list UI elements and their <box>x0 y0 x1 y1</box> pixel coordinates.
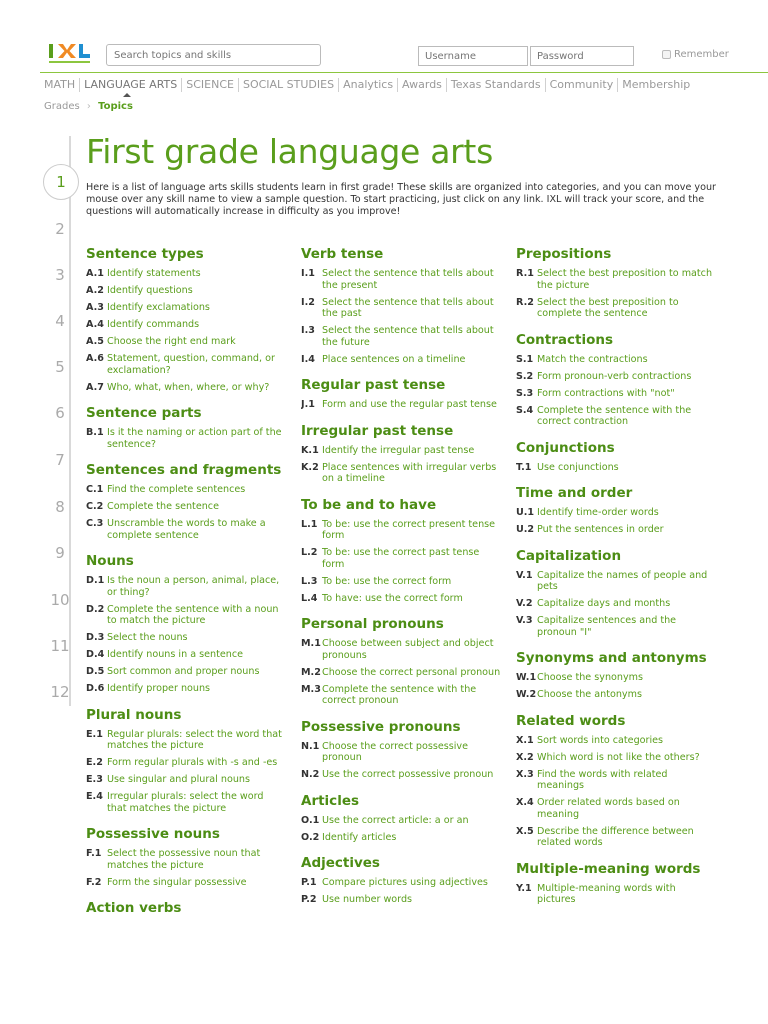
grade-7[interactable]: 7 <box>55 451 65 469</box>
skill-code: E.4 <box>86 791 103 802</box>
skill-code: S.3 <box>516 387 534 399</box>
skill-link[interactable]: Identify nouns in a sentence <box>107 649 244 660</box>
skill-code: X.3 <box>516 768 534 780</box>
skill-link[interactable]: Is the noun a person, animal, place, or thing? <box>107 575 280 598</box>
skill-item <box>516 826 716 849</box>
skill-code: C.1 <box>86 484 104 495</box>
category-title: Possessive pronouns <box>301 718 461 735</box>
skill-code: S.1 <box>516 353 534 365</box>
skill-code: E.2 <box>86 757 103 768</box>
page-title: First grade language arts <box>86 132 493 171</box>
skill-item <box>86 427 286 450</box>
skill-link[interactable]: Choose the correct possessive pronoun <box>322 740 469 763</box>
skill-link[interactable]: Compare pictures using adjectives <box>322 877 488 888</box>
skill-category <box>86 405 286 450</box>
skill-code: T.1 <box>516 461 532 473</box>
skill-code: J.1 <box>301 399 315 410</box>
skill-item <box>516 883 716 906</box>
skill-code: E.1 <box>86 728 103 740</box>
skill-code: D.1 <box>86 575 105 586</box>
skill-code: N.2 <box>301 769 320 780</box>
grade-5[interactable]: 5 <box>55 358 65 376</box>
skill-item <box>301 593 501 605</box>
skill-code: S.4 <box>516 404 534 416</box>
skill-link[interactable]: Complete the sentence with the correct contraction <box>537 404 692 427</box>
skill-item <box>301 445 501 457</box>
skill-category <box>301 423 501 485</box>
nav-item-texas-standards[interactable]: Texas Standards <box>447 78 546 92</box>
skill-link[interactable]: Form contractions with "not" <box>537 387 675 399</box>
skill-item <box>516 735 716 747</box>
category-title: Possessive nouns <box>86 826 220 842</box>
category-title: Prepositions <box>516 246 612 262</box>
grade-10[interactable]: 10 <box>50 591 70 609</box>
skill-code: O.1 <box>301 814 320 826</box>
skill-code: K.2 <box>301 461 319 473</box>
active-nav-caret-icon <box>123 93 131 97</box>
skill-link[interactable]: Capitalize days and months <box>537 598 671 609</box>
category-title: Time and order <box>516 485 633 501</box>
skill-link[interactable]: Describe the difference between related words <box>537 825 694 848</box>
skill-code: X.4 <box>516 797 534 808</box>
skill-code: L.3 <box>301 575 318 587</box>
skill-link[interactable]: Complete the sentence <box>107 501 219 512</box>
skill-item <box>86 774 286 786</box>
breadcrumb-separator: › <box>86 101 91 112</box>
skill-item <box>516 769 716 792</box>
category-title: Nouns <box>86 553 134 569</box>
skill-link[interactable]: Select the sentence that tells about the past <box>322 296 494 319</box>
skill-item <box>86 319 286 331</box>
skill-category <box>516 861 716 906</box>
skill-link[interactable]: Identify the irregular past tense <box>322 444 475 456</box>
skill-item <box>516 598 716 610</box>
skill-link[interactable]: Use the correct article: a or an <box>322 814 469 826</box>
category-title: Verb tense <box>301 246 384 262</box>
grade-6[interactable]: 6 <box>55 404 65 422</box>
skill-code: A.5 <box>86 336 104 347</box>
nav-item-social-studies[interactable]: SOCIAL STUDIES <box>239 78 339 92</box>
skill-category <box>301 793 501 844</box>
skill-link[interactable]: Select the best preposition to complete the sentence <box>537 296 679 319</box>
skill-item <box>301 325 501 348</box>
grade-11[interactable]: 11 <box>50 637 70 655</box>
skill-item <box>301 877 501 889</box>
skill-category <box>86 826 286 888</box>
grade-2[interactable]: 2 <box>55 220 65 238</box>
skill-item <box>86 484 286 496</box>
skill-code: W.1 <box>516 672 537 683</box>
skill-code: Y.1 <box>516 882 532 894</box>
nav-item-math[interactable]: MATH <box>44 78 80 92</box>
skill-category <box>86 900 286 916</box>
skill-item <box>86 848 286 871</box>
skill-item <box>86 382 286 394</box>
skill-category <box>516 713 716 849</box>
skill-code: D.3 <box>86 632 105 643</box>
skill-code: X.2 <box>516 751 534 763</box>
skill-code: V.2 <box>516 598 533 609</box>
skill-category <box>516 485 716 536</box>
skill-code: I.1 <box>301 268 315 279</box>
skill-item <box>516 615 716 638</box>
skill-category <box>86 707 286 815</box>
skills-column-3 <box>516 246 716 918</box>
skill-code: K.1 <box>301 444 319 456</box>
skill-code: O.2 <box>301 831 320 843</box>
skill-item <box>301 547 501 570</box>
skill-item <box>301 519 501 542</box>
skill-link[interactable]: Capitalize the names of people and pets <box>537 569 708 592</box>
skill-item <box>516 524 716 536</box>
skill-link[interactable]: To be: use the correct past tense form <box>322 547 480 570</box>
skill-code: L.4 <box>301 592 318 604</box>
skill-item <box>301 894 501 906</box>
category-title: Sentence types <box>86 246 204 262</box>
ixl-logo[interactable] <box>48 43 92 65</box>
skill-link[interactable]: Identify questions <box>107 285 193 296</box>
skill-link[interactable]: Sort words into categories <box>537 734 664 746</box>
skill-item <box>86 604 286 627</box>
skill-link[interactable]: Which word is not like the others? <box>537 751 700 763</box>
skills-column-2 <box>301 246 501 918</box>
skill-link[interactable]: Match the contractions <box>537 353 648 365</box>
skill-item <box>86 575 286 598</box>
skill-item <box>86 302 286 314</box>
skill-link[interactable]: Regular plurals: select the word that matches the picture <box>107 728 282 751</box>
skill-item <box>86 501 286 513</box>
category-title: Articles <box>301 792 360 809</box>
skill-link[interactable]: Put the sentences in order <box>537 524 664 535</box>
skill-category <box>86 246 286 393</box>
grade-8[interactable]: 8 <box>55 498 65 516</box>
skill-link[interactable]: Unscramble the words to make a complete sentence <box>107 518 266 541</box>
skill-code: L.1 <box>301 518 318 530</box>
skill-link[interactable]: Select the sentence that tells about the present <box>322 268 494 291</box>
skill-code: A.6 <box>86 353 104 364</box>
category-title: Action verbs <box>86 900 182 916</box>
skill-link[interactable]: Place sentences with irregular verbs on a timeline <box>322 461 497 484</box>
skill-link[interactable]: Form regular plurals with -s and -es <box>107 757 278 768</box>
category-title: To be and to have <box>301 496 437 513</box>
skill-link[interactable]: Multiple-meaning words with pictures <box>537 882 676 905</box>
skill-category <box>301 377 501 411</box>
skill-code: M.3 <box>301 683 321 695</box>
skill-link[interactable]: Irregular plurals: select the word that matches the picture <box>107 791 264 814</box>
skill-link[interactable]: Select the nouns <box>107 632 188 643</box>
skill-link[interactable]: Is it the naming or action part of the sentence? <box>107 427 282 450</box>
grade-4[interactable]: 4 <box>55 312 65 330</box>
skill-link[interactable]: Use the correct possessive pronoun <box>322 769 494 780</box>
skill-category <box>516 650 716 701</box>
category-title: Conjunctions <box>516 439 615 456</box>
skill-item <box>86 757 286 769</box>
skill-link[interactable]: Choose the correct personal pronoun <box>322 666 501 678</box>
username-field[interactable] <box>418 46 528 66</box>
skill-link[interactable]: Capitalize sentences and the pronoun "I" <box>537 615 677 638</box>
skill-item <box>516 672 716 684</box>
skill-item <box>301 576 501 588</box>
grade-12[interactable]: 12 <box>50 683 70 701</box>
skill-code: D.5 <box>86 666 105 677</box>
skill-link[interactable]: Order related words based on meaning <box>537 797 680 820</box>
skill-link[interactable]: Use singular and plural nouns <box>107 774 251 785</box>
nav-item-community[interactable]: Community <box>546 78 619 92</box>
skill-category <box>301 497 501 605</box>
skill-code: E.3 <box>86 774 103 785</box>
skill-code: F.2 <box>86 876 102 888</box>
skill-link[interactable]: Select the sentence that tells about the future <box>322 325 494 348</box>
skill-link[interactable]: Identify proper nouns <box>107 683 211 694</box>
category-title: Adjectives <box>301 855 380 871</box>
skill-code: D.6 <box>86 683 105 694</box>
skill-item <box>516 797 716 820</box>
password-field[interactable] <box>530 46 634 66</box>
skill-category <box>86 462 286 541</box>
skill-code: R.2 <box>516 296 534 308</box>
skill-link[interactable]: Find the words with related meanings <box>537 768 668 791</box>
skill-code: P.2 <box>301 894 317 905</box>
skill-code: W.2 <box>516 689 537 700</box>
skill-link[interactable]: To have: use the correct form <box>322 592 463 604</box>
skill-item <box>301 815 501 827</box>
skill-category <box>301 616 501 707</box>
skill-code: D.2 <box>86 603 105 615</box>
skill-item <box>301 354 501 366</box>
skill-item <box>516 371 716 383</box>
skill-item <box>86 268 286 280</box>
skill-item <box>86 353 286 376</box>
skill-code: A.1 <box>86 268 104 279</box>
skill-code: M.2 <box>301 666 321 678</box>
skill-category <box>516 332 716 428</box>
skill-code: I.4 <box>301 353 315 365</box>
skill-category <box>301 246 501 365</box>
skills-column-1 <box>86 246 286 928</box>
nav-item-awards[interactable]: Awards <box>398 78 447 92</box>
category-title: Sentence parts <box>86 405 202 421</box>
skill-code: R.1 <box>516 268 534 279</box>
skill-category <box>86 553 286 695</box>
skill-link[interactable]: Choose the synonyms <box>537 672 643 683</box>
skill-item <box>516 689 716 701</box>
skill-code: B.1 <box>86 427 104 438</box>
skill-item <box>86 649 286 661</box>
skill-item <box>301 667 501 679</box>
skill-category <box>301 719 501 781</box>
skill-item <box>86 877 286 889</box>
skill-category <box>516 246 716 320</box>
skill-item <box>516 388 716 400</box>
skill-item <box>516 570 716 593</box>
skill-item <box>516 268 716 291</box>
skill-code: A.2 <box>86 285 104 296</box>
skill-code: X.5 <box>516 825 534 837</box>
skill-link[interactable]: Complete the sentence with the correct pronoun <box>322 683 477 706</box>
skill-link[interactable]: Identify commands <box>107 319 200 330</box>
skill-link[interactable]: To be: use the correct present tense form <box>322 518 496 541</box>
skill-link[interactable]: Select the possessive noun that matches the picture <box>107 848 261 871</box>
breadcrumb-grades[interactable]: Grades <box>44 101 80 112</box>
skill-code: V.3 <box>516 615 533 626</box>
skill-link[interactable]: Who, what, when, where, or why? <box>107 381 270 393</box>
skill-code: S.2 <box>516 370 534 382</box>
skill-link[interactable]: Identify statements <box>107 268 201 279</box>
category-title: Sentences and fragments <box>86 462 282 478</box>
skill-item <box>516 354 716 366</box>
skill-code: A.4 <box>86 319 104 330</box>
skill-item <box>86 518 286 541</box>
skill-item <box>301 462 501 485</box>
skill-item <box>516 507 716 519</box>
skill-link[interactable]: Choose the antonyms <box>537 689 642 700</box>
skill-code: P.1 <box>301 877 317 888</box>
skill-code: F.1 <box>86 848 102 859</box>
remember-label: Remember <box>674 49 729 60</box>
search-input[interactable] <box>106 44 321 66</box>
category-title: Synonyms and antonyms <box>516 650 707 666</box>
skill-item <box>86 683 286 695</box>
skill-code: L.2 <box>301 547 318 558</box>
skill-code: M.1 <box>301 638 321 649</box>
skill-item <box>86 666 286 678</box>
skill-link[interactable]: Identify time-order words <box>537 507 659 518</box>
skill-item <box>516 297 716 320</box>
skill-item <box>301 769 501 781</box>
skill-code: U.2 <box>516 524 535 535</box>
skill-link[interactable]: Identify exclamations <box>107 302 210 313</box>
category-title: Personal pronouns <box>301 616 444 632</box>
grade-3[interactable]: 3 <box>55 266 65 284</box>
skill-item <box>86 729 286 752</box>
nav-item-science[interactable]: SCIENCE <box>182 78 239 92</box>
skill-code: C.2 <box>86 501 104 512</box>
skill-item <box>86 336 286 348</box>
skill-code: C.3 <box>86 518 104 529</box>
skill-link[interactable]: Statement, question, command, or exclamation? <box>107 353 275 376</box>
category-title: Related words <box>516 712 626 729</box>
skill-item <box>516 752 716 764</box>
category-title: Multiple-meaning words <box>516 860 701 877</box>
checkbox-icon[interactable] <box>662 50 671 59</box>
skill-link[interactable]: To be: use the correct form <box>322 575 452 587</box>
category-title: Capitalization <box>516 547 622 564</box>
skill-item <box>86 285 286 297</box>
grade-1[interactable]: 1 <box>43 164 79 200</box>
top-bar <box>0 0 768 72</box>
category-title: Contractions <box>516 331 614 348</box>
category-title: Irregular past tense <box>301 422 454 439</box>
breadcrumb-topics: Topics <box>98 101 133 112</box>
grade-9[interactable]: 9 <box>55 544 65 562</box>
nav-divider <box>40 72 768 73</box>
skill-item <box>301 399 501 411</box>
skill-code: A.7 <box>86 381 104 393</box>
skill-code: A.3 <box>86 302 104 313</box>
skill-code: I.3 <box>301 325 315 336</box>
skill-code: X.1 <box>516 734 534 746</box>
skill-link[interactable]: Choose the right end mark <box>107 336 236 347</box>
nav-item-language-arts[interactable]: LANGUAGE ARTS <box>80 78 182 92</box>
skill-item <box>301 684 501 707</box>
skill-link[interactable]: Form the singular possessive <box>107 876 247 888</box>
skill-item <box>301 638 501 661</box>
skill-item <box>86 632 286 644</box>
skill-link[interactable]: Form and use the regular past tense <box>322 399 497 410</box>
skill-code: N.1 <box>301 740 320 752</box>
skill-item <box>301 297 501 320</box>
skill-item <box>301 268 501 291</box>
skill-link[interactable]: Form pronoun-verb contractions <box>537 370 692 382</box>
nav-item-analytics[interactable]: Analytics <box>339 78 398 92</box>
main-nav <box>44 78 694 92</box>
nav-item-membership[interactable]: Membership <box>622 78 691 91</box>
skill-link[interactable]: Use conjunctions <box>537 461 619 473</box>
category-title: Plural nouns <box>86 706 182 723</box>
skill-category <box>516 548 716 639</box>
breadcrumb <box>44 101 133 112</box>
skill-item <box>86 791 286 814</box>
skill-link[interactable]: Place sentences on a timeline <box>322 353 466 365</box>
skill-link[interactable]: Find the complete sentences <box>107 484 246 495</box>
intro-text: Here is a list of language arts skills students learn in first grade! These skills are organized into categories, and you can move your mouse over any skill name to view a sample question. To start practicing, just click on any link. IXL will track your score, and the questions will automatically increase in difficulty as you improve! <box>86 182 716 217</box>
skill-link[interactable]: Use number words <box>322 894 413 905</box>
skill-link[interactable]: Choose between subject and object pronouns <box>322 638 494 661</box>
skill-link[interactable]: Sort common and proper nouns <box>107 666 260 677</box>
skill-code: I.2 <box>301 296 315 308</box>
skill-category <box>301 855 501 906</box>
skill-link[interactable]: Identify articles <box>322 831 397 843</box>
skill-code: D.4 <box>86 649 105 660</box>
skill-link[interactable]: Select the best preposition to match the picture <box>537 268 713 291</box>
skill-link[interactable]: Complete the sentence with a noun to match the picture <box>107 603 279 626</box>
skill-code: U.1 <box>516 507 535 518</box>
skill-item <box>516 462 716 474</box>
skill-category <box>516 440 716 474</box>
skill-item <box>516 405 716 428</box>
category-title: Regular past tense <box>301 377 446 393</box>
skill-item <box>301 741 501 764</box>
skill-code: V.1 <box>516 569 533 581</box>
skill-item <box>301 832 501 844</box>
remember-checkbox[interactable] <box>662 49 729 60</box>
